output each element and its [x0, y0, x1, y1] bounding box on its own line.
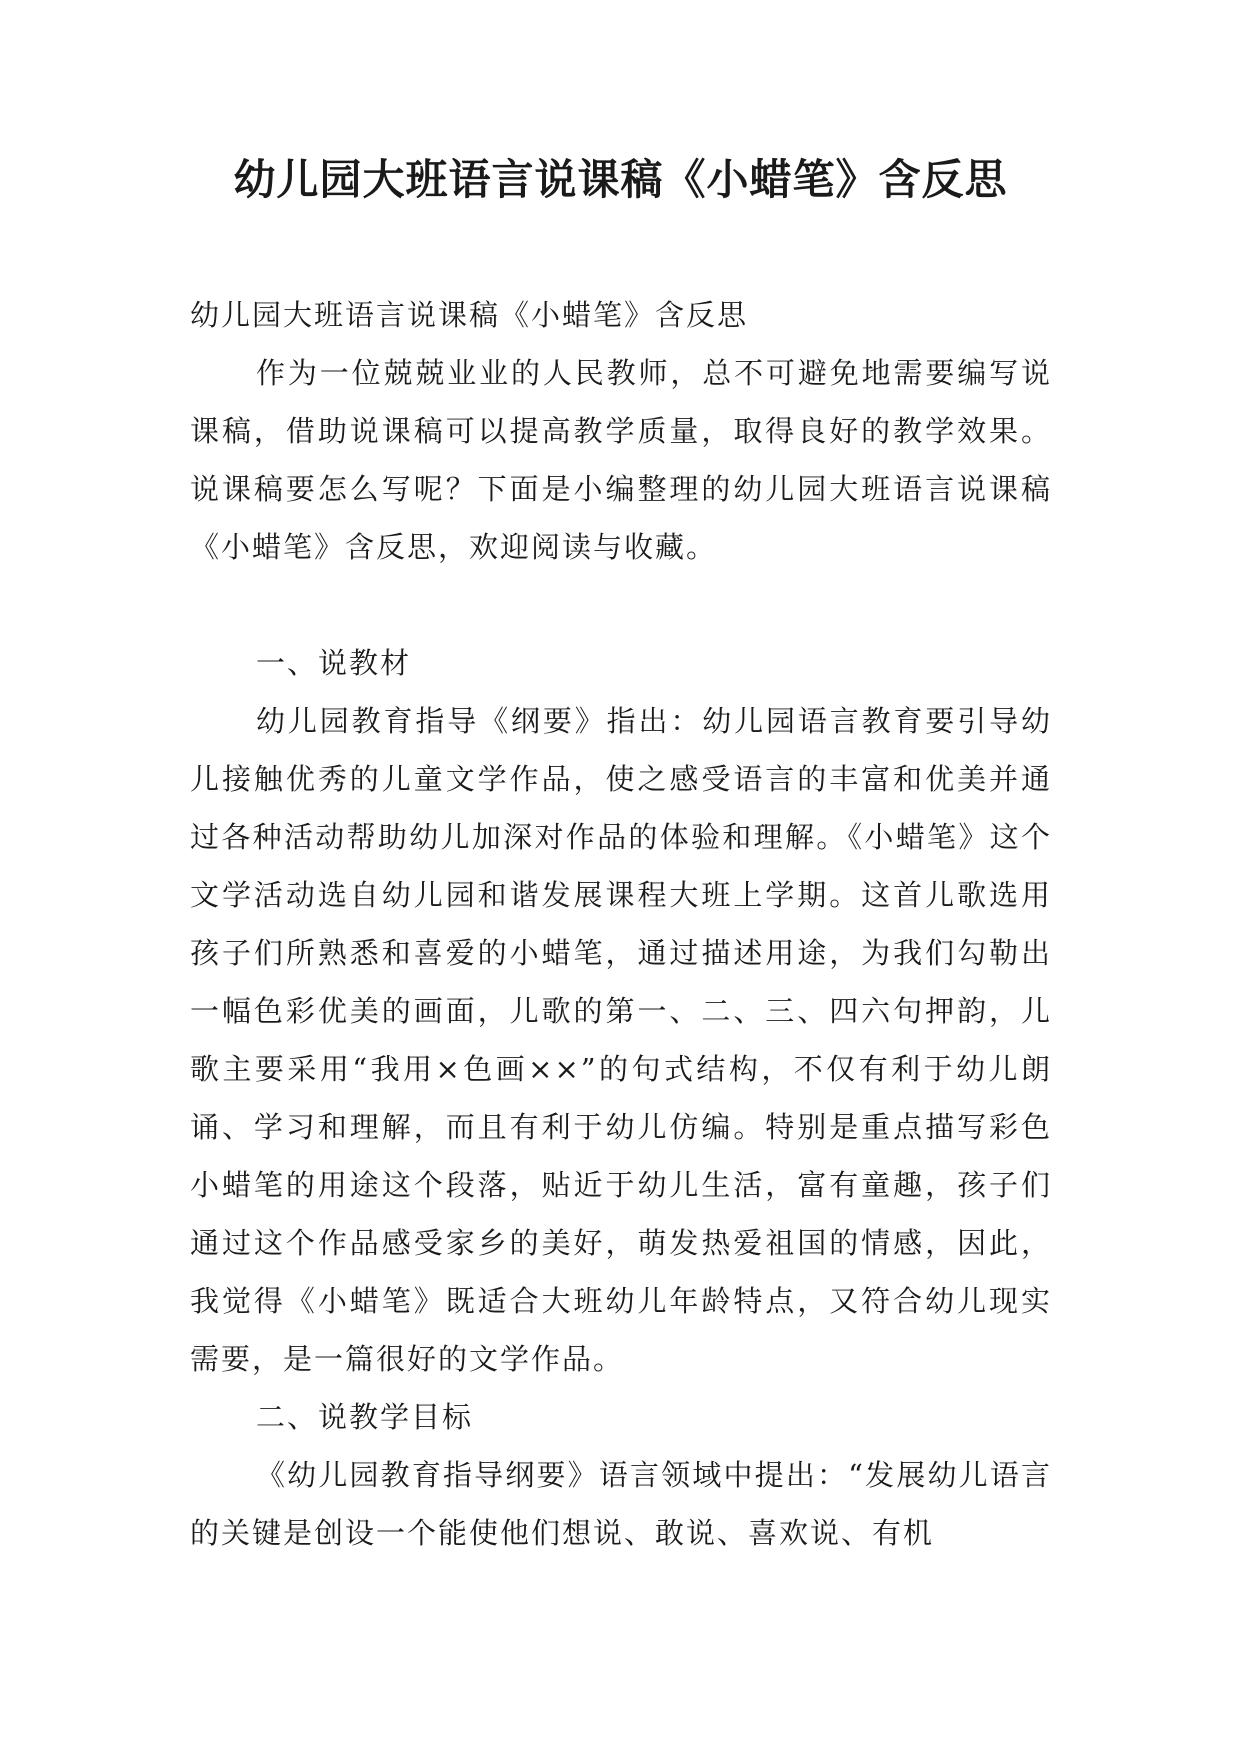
- document-subtitle: 幼儿园大班语言说课稿《小蜡笔》含反思: [190, 298, 749, 332]
- section2-heading: 二、说教学目标: [256, 1400, 474, 1434]
- document-title: 幼儿园大班语言说课稿《小蜡笔》含反思: [233, 155, 1008, 204]
- paragraph-gap: [190, 576, 1052, 634]
- section1-heading: 一、说教材: [256, 646, 412, 680]
- document-body: [190, 286, 1052, 1562]
- section1-paragraph: 幼儿园教育指导《纲要》指出：幼儿园语言教育要引导幼儿接触优秀的儿童文学作品，使之感受语言的丰富和优美并通过各种活动帮助幼儿加深对作品的体验和理解。《小蜡笔》这个文学活动选自幼儿园和谐发展课程大班上学期。这首儿歌选用孩子们所熟悉和喜爱的小蜡笔，通过描述用途，为我们勾勒出一幅色彩优美的画面，儿歌的第一、二、三、四六句押韵，儿歌主要采用“我用×色画××”的句式结构，不仅有利于幼儿朗诵、学习和理解，而且有利于幼儿仿编。特别是重点描写彩色小蜡笔的用途这个段落，贴近于幼儿生活，富有童趣，孩子们通过这个作品感受家乡的美好，萌发热爱祖国的情感，因此，我觉得《小蜡笔》既适合大班幼儿年龄特点，又符合幼儿现实需要，是一篇很好的文学作品。: [190, 704, 1052, 1376]
- intro-paragraph: 作为一位兢兢业业的人民教师，总不可避免地需要编写说课稿，借助说课稿可以提高教学质量，取得良好的教学效果。说课稿要怎么写呢？下面是小编整理的幼儿园大班语言说课稿《小蜡笔》含反思，欢迎阅读与收藏。: [190, 356, 1052, 564]
- section2-paragraph: 《幼儿园教育指导纲要》语言领域中提出：“发展幼儿语言的关键是创设一个能使他们想说、敢说、喜欢说、有机: [190, 1458, 1052, 1550]
